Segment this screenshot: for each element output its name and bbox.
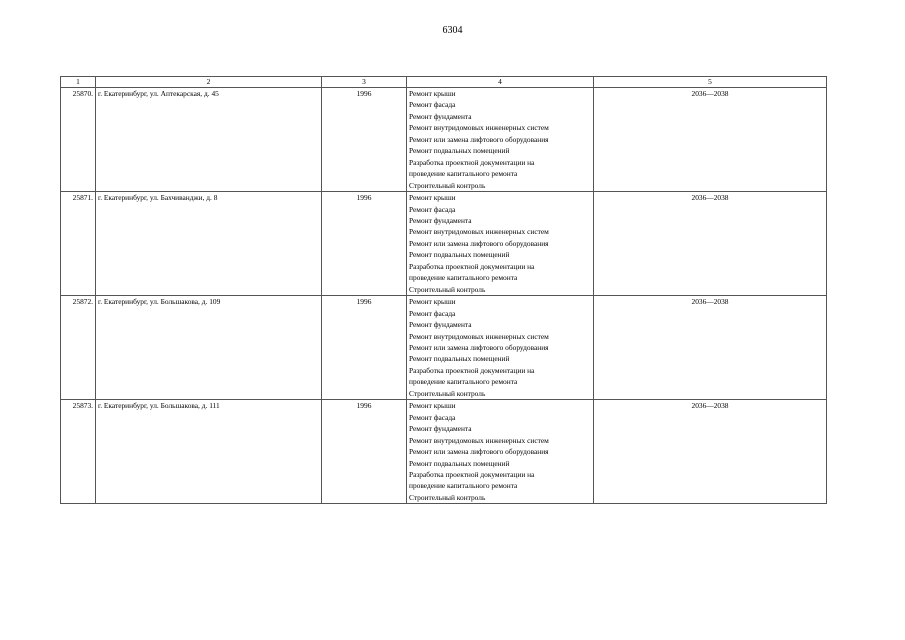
table-body bbox=[61, 88, 827, 504]
works-cell bbox=[407, 88, 594, 192]
table-row bbox=[61, 88, 827, 192]
work-item: Ремонт или замена лифтового оборудования bbox=[409, 447, 549, 457]
work-item: Ремонт фасада bbox=[409, 412, 456, 422]
work-item: проведение капитального ремонта bbox=[409, 169, 518, 179]
work-item: Ремонт или замена лифтового оборудования bbox=[409, 134, 549, 144]
work-item: Разработка проектной документации на bbox=[409, 157, 535, 167]
work-item: Строительный контроль bbox=[409, 388, 486, 398]
work-item: Ремонт крыши bbox=[409, 193, 456, 203]
work-item: Ремонт фундамента bbox=[409, 424, 472, 434]
address-cell: г. Екатеринбург, ул. Большакова, д. 111 bbox=[96, 400, 322, 504]
page-number: 6304 bbox=[442, 25, 463, 36]
work-item: Ремонт фундамента bbox=[409, 111, 472, 121]
work-item: Разработка проектной документации на bbox=[409, 365, 535, 375]
work-item: Ремонт внутридомовых инженерных систем bbox=[409, 123, 549, 133]
header-cell-1: 1 bbox=[61, 77, 96, 88]
address-cell: г. Екатеринбург, ул. Бахчиванджи, д. 8 bbox=[96, 192, 322, 296]
work-item: проведение капитального ремонта bbox=[409, 377, 518, 387]
work-item: Разработка проектной документации на bbox=[409, 469, 535, 479]
work-item: Ремонт крыши bbox=[409, 297, 456, 307]
work-item: Ремонт фасада bbox=[409, 308, 456, 318]
work-item: Ремонт фасада bbox=[409, 204, 456, 214]
work-item: Ремонт фундамента bbox=[409, 320, 472, 330]
period-cell: 2036—2038 bbox=[594, 400, 827, 504]
header-cell-2: 2 bbox=[96, 77, 322, 88]
work-item: Ремонт внутридомовых инженерных систем bbox=[409, 435, 549, 445]
row-number: 25872. bbox=[61, 296, 96, 400]
work-item: Ремонт или замена лифтового оборудования bbox=[409, 238, 549, 248]
work-item: Ремонт внутридомовых инженерных систем bbox=[409, 331, 549, 341]
work-item: Ремонт фасада bbox=[409, 100, 456, 110]
works-cell bbox=[407, 296, 594, 400]
work-item: Ремонт подвальных помещений bbox=[409, 250, 510, 260]
address-cell: г. Екатеринбург, ул. Большакова, д. 109 bbox=[96, 296, 322, 400]
repair-schedule-table bbox=[60, 76, 827, 504]
period-cell: 2036—2038 bbox=[594, 296, 827, 400]
works-cell bbox=[407, 400, 594, 504]
header-cell-5: 5 bbox=[594, 77, 827, 88]
work-item: Ремонт подвальных помещений bbox=[409, 146, 510, 156]
header-cell-3: 3 bbox=[322, 77, 407, 88]
period-cell: 2036—2038 bbox=[594, 88, 827, 192]
row-number: 25873. bbox=[61, 400, 96, 504]
year-cell: 1996 bbox=[322, 296, 407, 400]
work-item: Ремонт подвальных помещений bbox=[409, 354, 510, 364]
work-item: Ремонт крыши bbox=[409, 401, 456, 411]
work-item: Ремонт внутридомовых инженерных систем bbox=[409, 227, 549, 237]
work-item: Ремонт фундамента bbox=[409, 215, 472, 225]
header-row bbox=[61, 77, 827, 88]
table-row bbox=[61, 192, 827, 296]
work-item: Ремонт крыши bbox=[409, 89, 456, 98]
year-cell: 1996 bbox=[322, 192, 407, 296]
work-item: проведение капитального ремонта bbox=[409, 273, 518, 283]
table-row bbox=[61, 400, 827, 504]
row-number: 25871. bbox=[61, 192, 96, 296]
works-cell bbox=[407, 192, 594, 296]
table-header bbox=[61, 77, 827, 88]
table-row bbox=[61, 296, 827, 400]
work-item: Разработка проектной документации на bbox=[409, 261, 535, 271]
row-number: 25870. bbox=[61, 88, 96, 192]
work-item: Строительный контроль bbox=[409, 284, 486, 294]
header-cell-4: 4 bbox=[407, 77, 594, 88]
period-cell: 2036—2038 bbox=[594, 192, 827, 296]
work-item: Строительный контроль bbox=[409, 492, 486, 502]
year-cell: 1996 bbox=[322, 88, 407, 192]
work-item: проведение капитального ремонта bbox=[409, 481, 518, 491]
year-cell: 1996 bbox=[322, 400, 407, 504]
address-cell: г. Екатеринбург, ул. Аптекарская, д. 45 bbox=[96, 88, 322, 192]
work-item: Ремонт или замена лифтового оборудования bbox=[409, 342, 549, 352]
work-item: Ремонт подвальных помещений bbox=[409, 458, 510, 468]
work-item: Строительный контроль bbox=[409, 180, 486, 190]
